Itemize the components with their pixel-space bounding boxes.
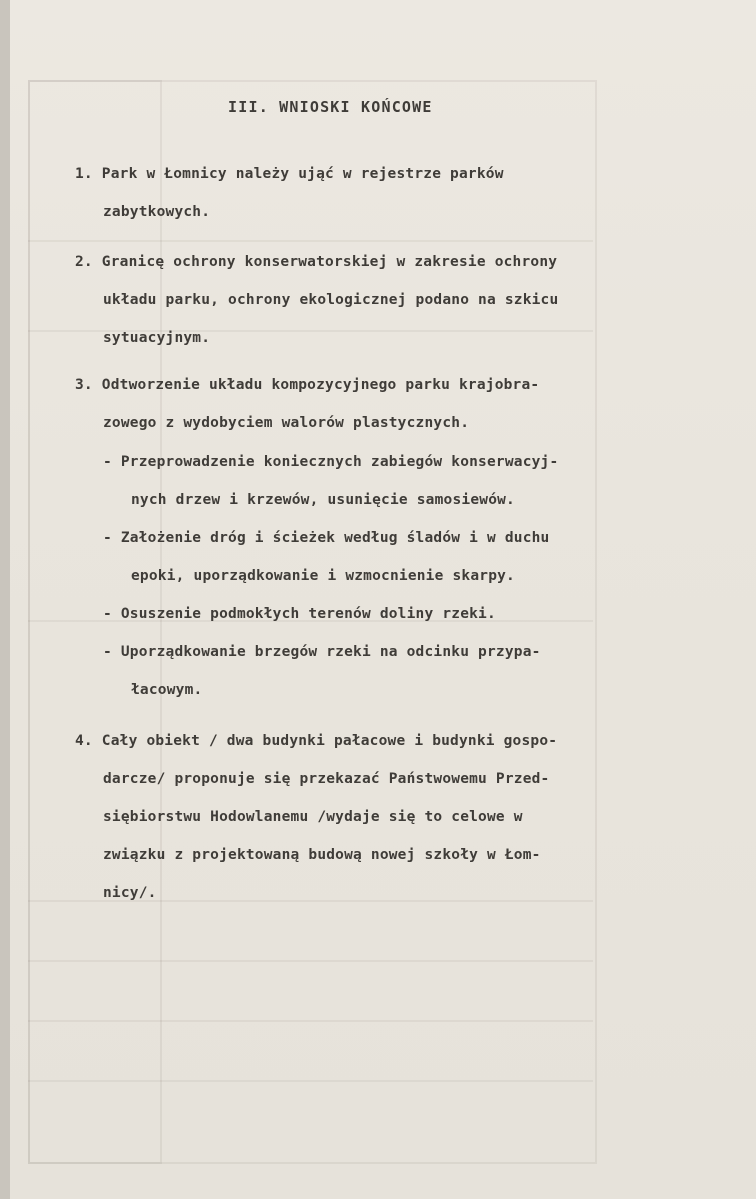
- reverse-side-rule: [28, 1080, 593, 1082]
- point-3-bullet-2: - Założenie dróg i ścieżek według śladów i w duchu: [103, 530, 550, 546]
- point-3-bullet-3: - Osuszenie podmokłych terenów doliny rzeki.: [103, 606, 496, 622]
- reverse-side-column-ghost: [28, 80, 162, 1164]
- point-3-line-2: zowego z wydobyciem walorów plastycznych.: [103, 415, 470, 431]
- point-1-line-1: 1. Park w Łomnicy należy ująć w rejestrze parków: [75, 166, 504, 182]
- point-4-line-3: siębiorstwu Hodowlanemu /wydaje się to celowe w: [103, 809, 523, 825]
- point-2-line-1: 2. Granicę ochrony konserwatorskiej w zakresie ochrony: [75, 254, 558, 270]
- reverse-side-rule: [28, 1020, 593, 1022]
- point-3-line-1: 3. Odtworzenie układu kompozycyjnego parku krajobra-: [75, 377, 540, 393]
- point-4-line-1: 4. Cały obiekt / dwa budynki pałacowe i budynki gospo-: [75, 733, 558, 749]
- reverse-side-rule: [28, 960, 593, 962]
- section-heading: III. WNIOSKI KOŃCOWE: [228, 98, 433, 116]
- reverse-side-rule: [28, 240, 593, 242]
- point-4-line-2: darcze/ proponuje się przekazać Państwowemu Przed-: [103, 771, 550, 787]
- point-4-line-5: nicy/.: [103, 885, 157, 901]
- point-3-bullet-1-cont: nych drzew i krzewów, usunięcie samosiewów.: [131, 492, 515, 508]
- point-3-bullet-4: - Uporządkowanie brzegów rzeki na odcinku przypa-: [103, 644, 541, 660]
- point-3-bullet-2-cont: epoki, uporządkowanie i wzmocnienie skarpy.: [131, 568, 515, 584]
- point-4-line-4: związku z projektowaną budową nowej szkoły w Łom-: [103, 847, 541, 863]
- point-2-line-3: sytuacyjnym.: [103, 330, 211, 346]
- point-3-bullet-4-cont: łacowym.: [131, 682, 203, 698]
- point-2-line-2: układu parku, ochrony ekologicznej podano na szkicu: [103, 292, 559, 308]
- document-page: [10, 0, 756, 1199]
- point-3-bullet-1: - Przeprowadzenie koniecznych zabiegów konserwacyj-: [103, 454, 559, 470]
- point-1-line-2: zabytkowych.: [103, 204, 211, 220]
